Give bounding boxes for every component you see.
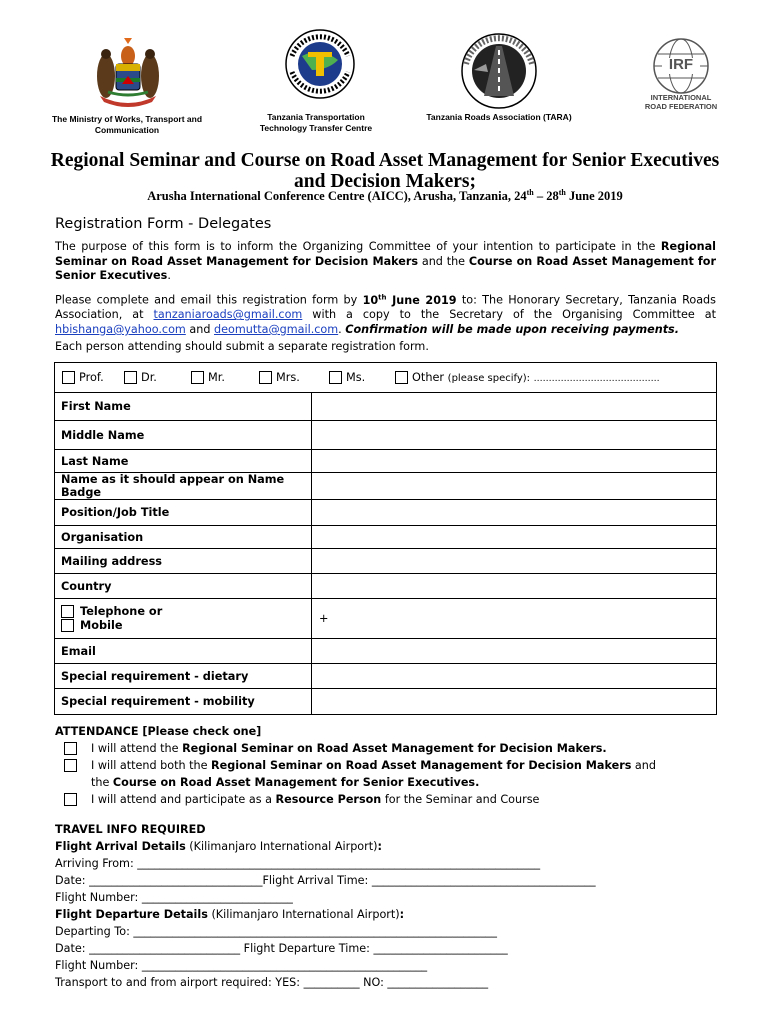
seminar-checkbox[interactable] xyxy=(64,742,77,755)
airport-transport-field[interactable]: Transport to and from airport required: YES: __________ NO: __________________ xyxy=(55,976,489,989)
intro-instructions: Please complete and email this registration form by 10th June 2019 to: The Honorary Secretary, Tanzania Roads Association, at tanzaniaroads@gmail.com with a copy to the Secretary of the Organising Committee at hbishanga@yahoo.com and deomutta@gmail.com. Confirmation will be made upon receiving payments. xyxy=(55,293,716,336)
dietary-label: Special requirement - dietary xyxy=(55,664,312,689)
departing-to-field[interactable]: Departing To: _________________________________________________________________ xyxy=(55,925,497,938)
both-checkbox[interactable] xyxy=(64,759,77,772)
irf-logo xyxy=(640,36,722,116)
country-field[interactable] xyxy=(312,574,717,599)
title-option-mr[interactable]: Mr. xyxy=(191,371,259,385)
badge-name-field[interactable] xyxy=(312,473,717,500)
email-link-deomutta[interactable]: deomutta@gmail.com xyxy=(214,322,339,336)
title-option-prof[interactable]: Prof. xyxy=(62,371,124,385)
email-link-hbishanga[interactable]: hbishanga@yahoo.com xyxy=(55,322,186,336)
resource-person-checkbox[interactable] xyxy=(64,793,77,806)
row-dietary xyxy=(55,664,717,689)
irf-mark-text: IRF xyxy=(668,56,694,73)
prof-checkbox[interactable] xyxy=(62,371,75,384)
mobile-checkbox[interactable] xyxy=(61,619,74,632)
t2c-logo xyxy=(282,26,358,108)
row-middle-name xyxy=(55,421,717,450)
title-option-mrs[interactable]: Mrs. xyxy=(259,371,329,385)
country-label: Country xyxy=(55,574,312,599)
first-name-field[interactable] xyxy=(312,393,717,421)
email-link-tara[interactable]: tanzaniaroads@gmail.com xyxy=(153,308,303,322)
dr-checkbox[interactable] xyxy=(124,371,137,384)
arrival-flight-number-field[interactable]: Flight Number: ___________________________ xyxy=(55,891,293,904)
title-options-row xyxy=(55,363,717,393)
row-organisation xyxy=(55,526,717,549)
organisation-label: Organisation xyxy=(55,526,312,549)
middle-name-label: Middle Name xyxy=(55,421,312,450)
middle-name-field[interactable] xyxy=(312,421,717,450)
row-first-name xyxy=(55,393,717,421)
arrival-date-time-field[interactable]: Date: _______________________________Flight Arrival Time: ________________________________________ xyxy=(55,874,596,887)
irf-caption: INTERNATIONAL ROAD FEDERATION xyxy=(644,93,718,111)
document-title: Regional Seminar and Course on Road Asset Management for Senior Executives and Decision Makers; xyxy=(50,150,720,192)
travel-section xyxy=(55,821,735,991)
document-subtitle: Arusha International Conference Centre (AICC), Arusha, Tanzania, 24th – 28th June 2019 xyxy=(147,188,623,204)
attendance-option-resource-person[interactable]: I will attend and participate as a Resource Person for the Seminar and Course xyxy=(55,791,675,808)
arriving-from-field[interactable]: Arriving From: ________________________________________________________________________ xyxy=(55,857,541,870)
telephone-label-cell: Telephone or Mobile xyxy=(55,599,312,639)
last-name-field[interactable] xyxy=(312,450,717,473)
title-option-other[interactable]: Other (please specify): …………………………………… xyxy=(395,371,660,385)
title-option-ms[interactable]: Ms. xyxy=(329,371,395,385)
mobility-field[interactable] xyxy=(312,689,717,715)
registration-table xyxy=(54,362,717,715)
travel-heading: TRAVEL INFO REQUIRED xyxy=(55,823,206,836)
first-name-label: First Name xyxy=(55,393,312,421)
organisation-field[interactable] xyxy=(312,526,717,549)
last-name-label: Last Name xyxy=(55,450,312,473)
intro-purpose: The purpose of this form is to inform the Organizing Committee of your intention to participate in the Regional Seminar on Road Asset Management for Decision Makers and the Course on Road Asset Management for Senior Executives. xyxy=(55,240,717,283)
mailing-address-field[interactable] xyxy=(312,549,717,574)
title-option-dr[interactable]: Dr. xyxy=(124,371,191,385)
attendance-option-both[interactable]: I will attend both the Regional Seminar on Road Asset Management for Decision Makers and the Course on Road Asset Management for Senior Executives. xyxy=(55,757,675,791)
row-country xyxy=(55,574,717,599)
phone-plus-prefix: + xyxy=(319,612,329,625)
tara-caption: Tanzania Roads Association (TARA) xyxy=(426,112,572,122)
email-field[interactable] xyxy=(312,639,717,664)
mobility-label: Special requirement - mobility xyxy=(55,689,312,715)
email-label: Email xyxy=(55,639,312,664)
badge-name-label: Name as it should appear on Name Badge xyxy=(55,473,312,500)
mailing-address-label: Mailing address xyxy=(55,549,312,574)
attendance-section xyxy=(55,723,675,808)
dietary-field[interactable] xyxy=(312,664,717,689)
tara-logo xyxy=(458,32,540,110)
row-mailing-address xyxy=(55,549,717,574)
departure-heading: Flight Departure Details (Kilimanjaro International Airport): xyxy=(55,908,405,921)
departure-date-time-field[interactable]: Date: ___________________________ Flight Departure Time: ________________________ xyxy=(55,942,508,955)
ministry-coat-of-arms-logo xyxy=(86,36,170,112)
attendance-option-seminar[interactable]: I will attend the Regional Seminar on Road Asset Management for Decision Makers. xyxy=(55,740,675,757)
mrs-checkbox[interactable] xyxy=(259,371,272,384)
arrival-heading: Flight Arrival Details (Kilimanjaro International Airport): xyxy=(55,840,382,853)
position-label: Position/Job Title xyxy=(55,500,312,526)
telephone-checkbox[interactable] xyxy=(61,605,74,618)
row-telephone xyxy=(55,599,717,639)
intro-separate-form-note: Each person attending should submit a separate registration form. xyxy=(55,340,429,353)
ministry-caption: The Ministry of Works, Transport and Communication xyxy=(51,114,203,135)
row-mobility xyxy=(55,689,717,715)
form-heading: Registration Form - Delegates xyxy=(55,216,272,232)
telephone-field[interactable] xyxy=(312,599,717,639)
t2c-caption: Tanzania Transportation Technology Transfer Centre xyxy=(259,112,373,133)
ms-checkbox[interactable] xyxy=(329,371,342,384)
attendance-heading: ATTENDANCE [Please check one] xyxy=(55,725,262,738)
other-checkbox[interactable] xyxy=(395,371,408,384)
row-position xyxy=(55,500,717,526)
mr-checkbox[interactable] xyxy=(191,371,204,384)
row-last-name xyxy=(55,450,717,473)
departure-flight-number-field[interactable]: Flight Number: ___________________________________________________ xyxy=(55,959,428,972)
row-badge-name xyxy=(55,473,717,500)
position-field[interactable] xyxy=(312,500,717,526)
row-email xyxy=(55,639,717,664)
